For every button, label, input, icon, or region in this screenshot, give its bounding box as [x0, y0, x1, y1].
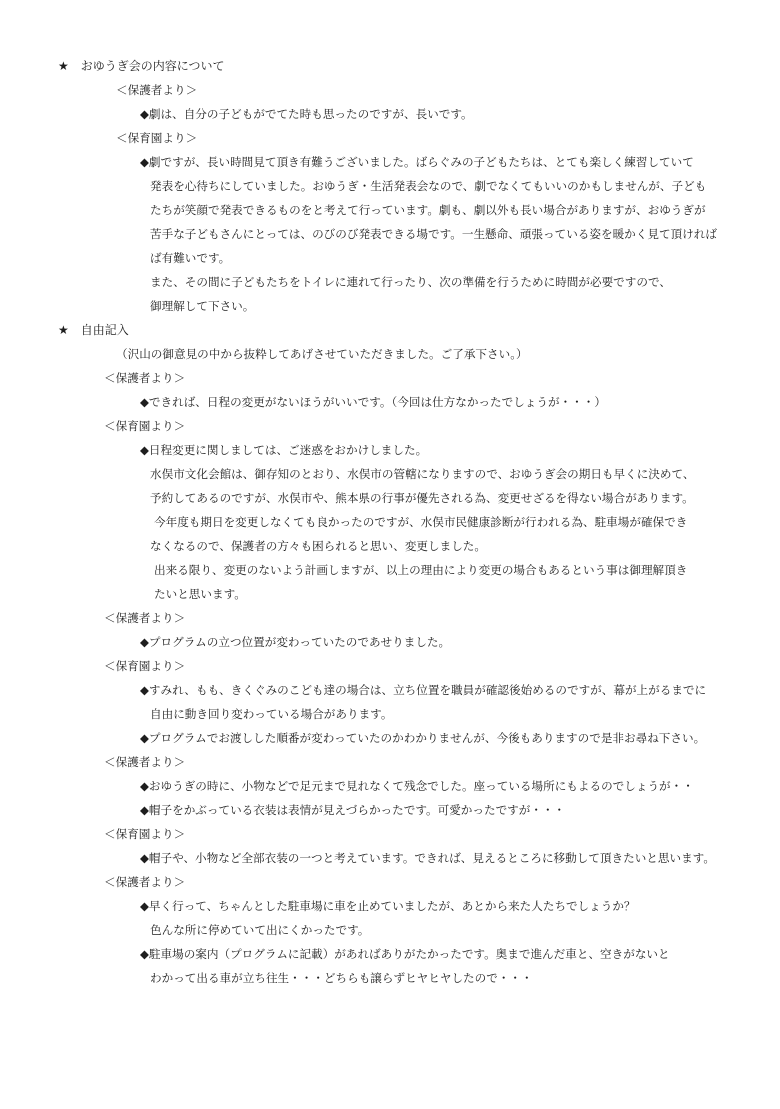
label-from-parents: ＜保護者より＞ — [104, 371, 186, 385]
section-heading-recital-content: ★ おゆうぎ会の内容について — [58, 59, 225, 73]
school-reply-line: たちが笑顔で発表できるものをと考えて行っています。劇も、劇以外も長い場合がありますが、おゆうぎが — [150, 203, 706, 217]
school-reply-line: 苦手な子どもさんにとっては、のびのび発表できる場です。一生懸命、頑張っている姿を暖かく見て頂ければ — [150, 227, 717, 241]
label-from-school: ＜保育園より＞ — [104, 827, 186, 841]
label-from-parents: ＜保護者より＞ — [104, 611, 186, 625]
school-reply-line: ◆プログラムでお渡しした順番が変わっていたのかわかりませんが、今後もありますので是非お尋ね下さい。 — [140, 731, 706, 745]
label-from-school: ＜保育園より＞ — [116, 131, 198, 145]
school-reply-line: また、その間に子どもたちをトイレに連れて行ったり、次の準備を行うために時間が必要ですので、 — [150, 275, 671, 289]
label-from-school: ＜保育園より＞ — [104, 419, 186, 433]
school-reply-line: ◆日程変更に関しましては、ご迷惑をおかけしました。 — [140, 443, 428, 457]
school-reply-line: 発表を心待ちにしていました。おゆうぎ・生活発表会なので、劇でなくてもいいのかもしませんが、子ども — [150, 179, 707, 193]
label-from-parents: ＜保護者より＞ — [116, 83, 198, 97]
label-from-parents: ＜保護者より＞ — [104, 875, 186, 889]
parent-comment: ◆早く行って、ちゃんとした駐車場に車を止めていましたが、あとから来た人たちでしょうか？ — [140, 899, 636, 913]
parent-comment: ◆できれば、日程の変更がないほうがいいです。（今回は仕方なかったでしょうが・・・） — [140, 395, 606, 409]
label-from-school: ＜保育園より＞ — [104, 659, 186, 673]
school-reply-line: ◆すみれ、もも、きくぐみのこども達の場合は、立ち位置を職員が確認後始めるのですが、幕が上がるまでに — [140, 683, 707, 697]
school-reply-line: 御理解して下さい。 — [150, 299, 255, 313]
school-reply-line: ば有難いです。 — [150, 251, 231, 265]
school-reply-line: 出来る限り、変更のないよう計画しますが、以上の理由により変更の場合もあるという事は御理解頂き — [154, 563, 688, 577]
school-reply-line: ◆帽子や、小物など全部衣装の一つと考えています。できれば、見えるところに移動して頂きたいと思います。 — [140, 851, 715, 865]
parent-comment: 色んな所に停めていて出にくかったです。 — [150, 923, 370, 937]
label-from-parents: ＜保護者より＞ — [104, 755, 186, 769]
section-heading-free-comments: ★ 自由記入 — [58, 323, 129, 337]
parent-comment: ◆駐車場の案内（プログラムに記載）があればありがたかったです。奥まで進んだ車と、空きがないと — [140, 947, 670, 961]
school-reply-line: 今年度も期日を変更しなくても良かったのですが、水俣市民健康診断が行われる為、駐車場が確保でき — [154, 515, 688, 529]
parent-comment: ◆帽子をかぶっている衣装は表情が見えづらかったです。可愛かったですが・・・ — [140, 803, 566, 817]
parent-comment: わかって出る車が立ち往生・・・どちらも譲らずヒヤヒヤしたので・・・ — [150, 971, 533, 985]
parent-comment: ◆おゆうぎの時に、小物などで足元まで見れなくて残念でした。座っている場所にもよるのでしょうが・・ — [140, 779, 694, 793]
school-reply-line: 水俣市文化会館は、御存知のとおり、水俣市の管轄になりますので、おゆうぎ会の期日も早くに決めて、 — [150, 467, 695, 481]
parent-comment: ◆プログラムの立つ位置が変わっていたのであせりました。 — [140, 635, 451, 649]
parent-comment: ◆劇は、自分の子どもがでてた時も思ったのですが、長いです。 — [140, 107, 473, 121]
school-reply-line: たいと思います。 — [154, 587, 246, 601]
school-reply-line: なくなるので、保護者の方々も困られると思い、変更しました。 — [150, 539, 486, 553]
school-reply-line: ◆劇ですが、長い時間見て頂き有難うございました。ばらぐみの子どもたちは、とても楽しく練習していて — [140, 155, 694, 169]
school-reply-line: 予約してあるのですが、水俣市や、熊本県の行事が優先される為、変更せざるを得ない場合があります。 — [150, 491, 694, 505]
school-reply-line: 自由に動き回り変わっている場合があります。 — [150, 707, 393, 721]
excerpt-note: （沢山の御意見の中から抜粋してあげさせていただきました。ご了承下さい。） — [116, 347, 528, 361]
